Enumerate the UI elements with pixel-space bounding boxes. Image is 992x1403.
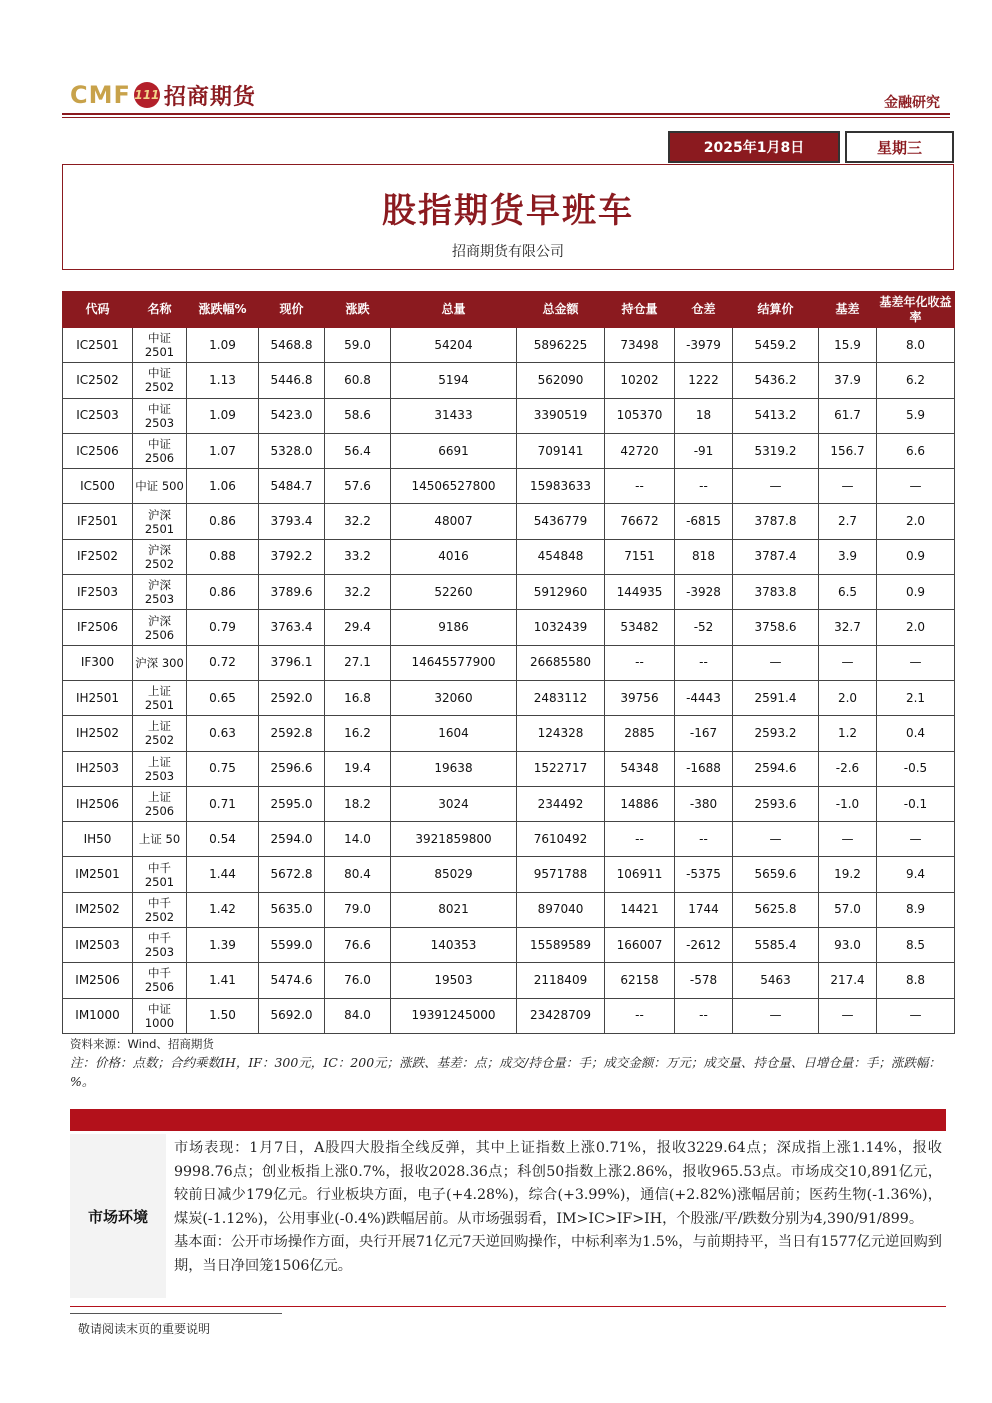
table-cell: 2118409 [517,963,605,998]
table-cell: 57.0 [819,892,877,927]
table-cell: 105370 [605,398,675,433]
table-cell: 3793.4 [259,504,325,539]
column-header: 结算价 [733,292,819,328]
table-cell: 5.9 [877,398,955,433]
table-cell: 234492 [517,786,605,821]
table-cell: IM1000 [63,998,133,1033]
table-cell: — [819,645,877,680]
column-header: 仓差 [675,292,733,328]
header-divider-thin [62,117,950,118]
table-cell: 1.09 [187,328,259,363]
table-cell: 56.4 [325,433,391,468]
table-row [63,822,955,857]
table-cell: 6.2 [877,363,955,398]
table-cell: 3789.6 [259,575,325,610]
table-row [63,716,955,751]
table-cell: -1.0 [819,786,877,821]
report-date: 2025年1月8日 [668,131,840,163]
table-cell: 5459.2 [733,328,819,363]
table-cell: 76672 [605,504,675,539]
table-cell: 0.63 [187,716,259,751]
table-cell: 79.0 [325,892,391,927]
table-cell: 中证 2501 [133,328,187,363]
table-cell: 3787.4 [733,539,819,574]
table-cell: 5659.6 [733,857,819,892]
table-cell: 562090 [517,363,605,398]
table-cell: 1.41 [187,963,259,998]
table-cell: 1604 [391,716,517,751]
table-cell: IM2506 [63,963,133,998]
table-cell: IM2503 [63,928,133,963]
column-header: 现价 [259,292,325,328]
column-header: 基差 [819,292,877,328]
table-cell: 中证 2506 [133,433,187,468]
table-cell: 0.86 [187,504,259,539]
table-cell: 8.5 [877,928,955,963]
table-cell: 中证 1000 [133,998,187,1033]
table-cell: 73498 [605,328,675,363]
table-cell: — [819,469,877,504]
table-cell: -3928 [675,575,733,610]
table-cell: 19503 [391,963,517,998]
table-cell: 32.2 [325,575,391,610]
table-cell: 2591.4 [733,680,819,715]
table-cell: 1.39 [187,928,259,963]
table-cell: -- [605,645,675,680]
table-cell: 818 [675,539,733,574]
table-cell: 15589589 [517,928,605,963]
column-header: 总金额 [517,292,605,328]
table-cell: 1.44 [187,857,259,892]
table-cell: 106911 [605,857,675,892]
table-cell: 2593.6 [733,786,819,821]
table-cell: 沪深 2506 [133,610,187,645]
section-label: 金融研究 [884,95,940,111]
table-cell: 5194 [391,363,517,398]
table-cell: 上证 2506 [133,786,187,821]
table-cell: 上证 2501 [133,680,187,715]
table-cell: 32.2 [325,504,391,539]
table-cell: 14506527800 [391,469,517,504]
table-cell: -- [675,822,733,857]
table-cell: 5599.0 [259,928,325,963]
table-cell: IF300 [63,645,133,680]
table-cell: 2596.6 [259,751,325,786]
table-cell: 42720 [605,433,675,468]
table-cell: 2595.0 [259,786,325,821]
futures-table [62,291,955,1034]
table-cell: 61.7 [819,398,877,433]
table-cell: 57.6 [325,469,391,504]
table-row [63,857,955,892]
table-cell: 1.50 [187,998,259,1033]
table-cell: 33.2 [325,539,391,574]
column-header: 涨跌 [325,292,391,328]
table-cell: 29.4 [325,610,391,645]
table-cell: -91 [675,433,733,468]
table-row [63,680,955,715]
market-env-text [174,1137,942,1279]
table-cell: 7151 [605,539,675,574]
table-row [63,786,955,821]
logo-company-name: 招商期货 [163,83,256,110]
table-cell: 2483112 [517,680,605,715]
report-weekday: 星期三 [845,131,954,163]
table-cell: 84.0 [325,998,391,1033]
table-cell: 14.0 [325,822,391,857]
column-header: 总量 [391,292,517,328]
table-cell: IH2502 [63,716,133,751]
table-cell: 5484.7 [259,469,325,504]
table-cell: IH2506 [63,786,133,821]
table-cell: -578 [675,963,733,998]
table-row [63,504,955,539]
table-cell: 2593.2 [733,716,819,751]
table-cell: — [877,822,955,857]
table-cell: 中证 2502 [133,363,187,398]
table-cell: 5328.0 [259,433,325,468]
table-cell: -- [675,645,733,680]
table-cell: 6691 [391,433,517,468]
table-cell: 8.0 [877,328,955,363]
table-cell: 9186 [391,610,517,645]
table-cell: -167 [675,716,733,751]
table-cell: 5625.8 [733,892,819,927]
table-cell: 15.9 [819,328,877,363]
table-cell: 2594.0 [259,822,325,857]
table-cell: 0.9 [877,539,955,574]
table-cell: 5319.2 [733,433,819,468]
table-cell: 中证 2503 [133,398,187,433]
table-cell: IH50 [63,822,133,857]
table-cell: IH2503 [63,751,133,786]
table-row [63,328,955,363]
table-cell: 166007 [605,928,675,963]
table-cell: 6.5 [819,575,877,610]
table-cell: — [733,469,819,504]
table-cell: 3.9 [819,539,877,574]
table-cell: 39756 [605,680,675,715]
table-cell: 3787.8 [733,504,819,539]
table-cell: 4016 [391,539,517,574]
table-cell: 上证 2502 [133,716,187,751]
column-header: 持仓量 [605,292,675,328]
table-cell: 14645577900 [391,645,517,680]
table-cell: -- [675,998,733,1033]
table-body [63,328,955,1034]
table-cell: 中千 2506 [133,963,187,998]
table-cell: 93.0 [819,928,877,963]
table-cell: -5375 [675,857,733,892]
table-cell: 2.0 [877,610,955,645]
column-header: 代码 [63,292,133,328]
table-cell: IC2502 [63,363,133,398]
table-cell: 31433 [391,398,517,433]
column-header: 基差年化收益率 [877,292,955,328]
table-row [63,998,955,1033]
table-row [63,610,955,645]
table-cell: -- [605,822,675,857]
table-cell: 124328 [517,716,605,751]
table-cell: 54204 [391,328,517,363]
table-cell: IF2502 [63,539,133,574]
data-source: 资料来源：Wind、招商期货 [70,1037,214,1051]
table-cell: 3783.8 [733,575,819,610]
table-cell: 18.2 [325,786,391,821]
table-cell: 62158 [605,963,675,998]
table-cell: 32060 [391,680,517,715]
table-cell: 3796.1 [259,645,325,680]
table-cell: 8021 [391,892,517,927]
table-cell: 5692.0 [259,998,325,1033]
page-title: 股指期货早班车 [382,191,634,231]
table-row [63,928,955,963]
table-cell: 26685580 [517,645,605,680]
table-cell: 76.0 [325,963,391,998]
table-cell: 沪深 300 [133,645,187,680]
table-cell: 中证 500 [133,469,187,504]
table-cell: 中千 2503 [133,928,187,963]
table-cell: 0.71 [187,786,259,821]
page-subtitle: 招商期货有限公司 [452,244,564,260]
table-cell: IH2501 [63,680,133,715]
table-cell: 5468.8 [259,328,325,363]
table-cell: -- [605,469,675,504]
table-cell: 14421 [605,892,675,927]
table-cell: 7610492 [517,822,605,857]
table-cell: — [877,469,955,504]
table-cell: 8.8 [877,963,955,998]
section-bar [70,1109,946,1131]
table-cell: 60.8 [325,363,391,398]
table-cell: 23428709 [517,998,605,1033]
table-cell: IC2501 [63,328,133,363]
table-cell: 32.7 [819,610,877,645]
table-cell: 9.4 [877,857,955,892]
section-bottom-rule [70,1306,946,1307]
table-cell: 5635.0 [259,892,325,927]
table-cell: 53482 [605,610,675,645]
table-cell: IF2503 [63,575,133,610]
company-logo [70,78,256,112]
table-cell: IM2502 [63,892,133,927]
table-cell: 16.2 [325,716,391,751]
table-cell: 5474.6 [259,963,325,998]
table-row [63,575,955,610]
table-cell: 3390519 [517,398,605,433]
table-cell: 8.9 [877,892,955,927]
market-env-label: 市场环境 [70,1134,166,1298]
table-row [63,751,955,786]
table-cell: 1.06 [187,469,259,504]
table-cell: 144935 [605,575,675,610]
table-cell: 5436.2 [733,363,819,398]
table-cell: 140353 [391,928,517,963]
table-cell: 15983633 [517,469,605,504]
table-cell: — [877,645,955,680]
table-cell: IC2506 [63,433,133,468]
table-row [63,398,955,433]
table-row [63,539,955,574]
table-cell: 58.6 [325,398,391,433]
logo-cmf-text: CMF [70,81,131,109]
table-cell: 5672.8 [259,857,325,892]
table-cell: — [733,998,819,1033]
table-cell: 0.72 [187,645,259,680]
table-cell: 2592.8 [259,716,325,751]
table-cell: 19.4 [325,751,391,786]
table-cell: 0.86 [187,575,259,610]
table-cell: 1032439 [517,610,605,645]
table-cell: 5413.2 [733,398,819,433]
table-cell: 沪深 2503 [133,575,187,610]
table-cell: 709141 [517,433,605,468]
table-cell: 1.07 [187,433,259,468]
table-cell: 156.7 [819,433,877,468]
table-row [63,363,955,398]
table-cell: 0.54 [187,822,259,857]
table-cell: 5896225 [517,328,605,363]
fundamentals-paragraph: 基本面：公开市场操作方面，央行开展71亿元7天逆回购操作，中标利率为1.5%，与前期持平，当日有1577亿元逆回购到期，当日净回笼1506亿元。 [174,1234,942,1274]
table-cell: -- [605,998,675,1033]
table-cell: 9571788 [517,857,605,892]
footer-rule [70,1313,282,1314]
table-cell: 1.13 [187,363,259,398]
table-cell: 1.09 [187,398,259,433]
table-cell: 3758.6 [733,610,819,645]
column-header: 涨跌幅% [187,292,259,328]
table-cell: 76.6 [325,928,391,963]
table-cell: 2.0 [819,680,877,715]
table-cell: 5423.0 [259,398,325,433]
table-cell: 48007 [391,504,517,539]
title-box [62,164,954,270]
table-row [63,433,955,468]
table-cell: 1222 [675,363,733,398]
table-cell: 0.4 [877,716,955,751]
table-cell: 0.88 [187,539,259,574]
table-cell: -380 [675,786,733,821]
table-cell: 54348 [605,751,675,786]
column-header: 名称 [133,292,187,328]
table-cell: IC500 [63,469,133,504]
table-cell: -0.5 [877,751,955,786]
table-cell: 5446.8 [259,363,325,398]
table-cell: 16.8 [325,680,391,715]
table-cell: 19391245000 [391,998,517,1033]
table-cell: 2885 [605,716,675,751]
table-cell: 沪深 2501 [133,504,187,539]
table-cell: 1522717 [517,751,605,786]
table-note: 注：价格：点数；合约乘数IH，IF：300元，IC：200元；涨跌、基差：点；成交/持仓量：手；成交金额：万元；成交量、持仓量、日增仓量：手；涨跌幅：%。 [70,1055,941,1089]
table-cell: 2594.6 [733,751,819,786]
table-cell: 0.65 [187,680,259,715]
table-cell: 85029 [391,857,517,892]
table-cell: 217.4 [819,963,877,998]
table-cell: 19.2 [819,857,877,892]
table-cell: -- [675,469,733,504]
table-cell: 0.79 [187,610,259,645]
table-cell: 3763.4 [259,610,325,645]
table-header [63,292,955,328]
table-cell: 14886 [605,786,675,821]
table-cell: 2592.0 [259,680,325,715]
table-row [63,469,955,504]
table-cell: 454848 [517,539,605,574]
table-cell: 0.75 [187,751,259,786]
table-cell: 2.1 [877,680,955,715]
table-cell: 80.4 [325,857,391,892]
table-cell: -6815 [675,504,733,539]
table-cell: IF2501 [63,504,133,539]
table-cell: 3792.2 [259,539,325,574]
table-cell: 1744 [675,892,733,927]
table-cell: IM2501 [63,857,133,892]
table-cell: 5912960 [517,575,605,610]
header-divider [62,113,950,115]
table-cell: 52260 [391,575,517,610]
table-cell: 1.42 [187,892,259,927]
table-cell: 6.6 [877,433,955,468]
table-cell: -52 [675,610,733,645]
table-cell: 0.9 [877,575,955,610]
table-cell: 上证 50 [133,822,187,857]
table-cell: -1688 [675,751,733,786]
table-cell: 27.1 [325,645,391,680]
table-cell: 2.7 [819,504,877,539]
table-cell: 37.9 [819,363,877,398]
table-row [63,963,955,998]
logo-badge-icon: 111 [134,82,160,108]
table-row [63,645,955,680]
footer-notice: 敬请阅读末页的重要说明 [78,1322,211,1336]
table-cell: 5436779 [517,504,605,539]
table-cell: -3979 [675,328,733,363]
table-cell: -0.1 [877,786,955,821]
table-cell: IC2503 [63,398,133,433]
table-cell: 5585.4 [733,928,819,963]
table-cell: IF2506 [63,610,133,645]
table-cell: 2.0 [877,504,955,539]
table-cell: 3921859800 [391,822,517,857]
table-cell: 上证 2503 [133,751,187,786]
table-cell: 沪深 2502 [133,539,187,574]
table-cell: — [819,822,877,857]
table-cell: -2612 [675,928,733,963]
table-cell: 10202 [605,363,675,398]
table-cell: — [733,822,819,857]
table-cell: 3024 [391,786,517,821]
table-cell: — [877,998,955,1033]
table-cell: 19638 [391,751,517,786]
table-cell: — [819,998,877,1033]
market-performance-paragraph: 市场表现：1月7日，A股四大股指全线反弹，其中上证指数上涨0.71%，报收3229.64点；深成指上涨1.14%，报收9998.76点；创业板指上涨0.7%，报收2028.36点；科创50指数上涨2.86%，报收965.53点。市场成交10,891亿元，较前日减少179亿元。行业板块方面，电子(+4.28%)，综合(+3.99%)，通信(+2.82%)涨幅居前；医药生物(-1.36%)，煤炭(-1.12%)，公用事业(-0.4%)跌幅居前。从市场强弱看，IM>IC>IF>IH，个股涨/平/跌数分别为4,390/91/899。 [174,1140,942,1227]
table-cell: -4443 [675,680,733,715]
table-cell: 中千 2501 [133,857,187,892]
table-cell: -2.6 [819,751,877,786]
table-cell: 1.2 [819,716,877,751]
table-cell: 59.0 [325,328,391,363]
table-row [63,892,955,927]
table-cell: 18 [675,398,733,433]
table-cell: 897040 [517,892,605,927]
table-cell: 中千 2502 [133,892,187,927]
table-cell: — [733,645,819,680]
table-cell: 5463 [733,963,819,998]
